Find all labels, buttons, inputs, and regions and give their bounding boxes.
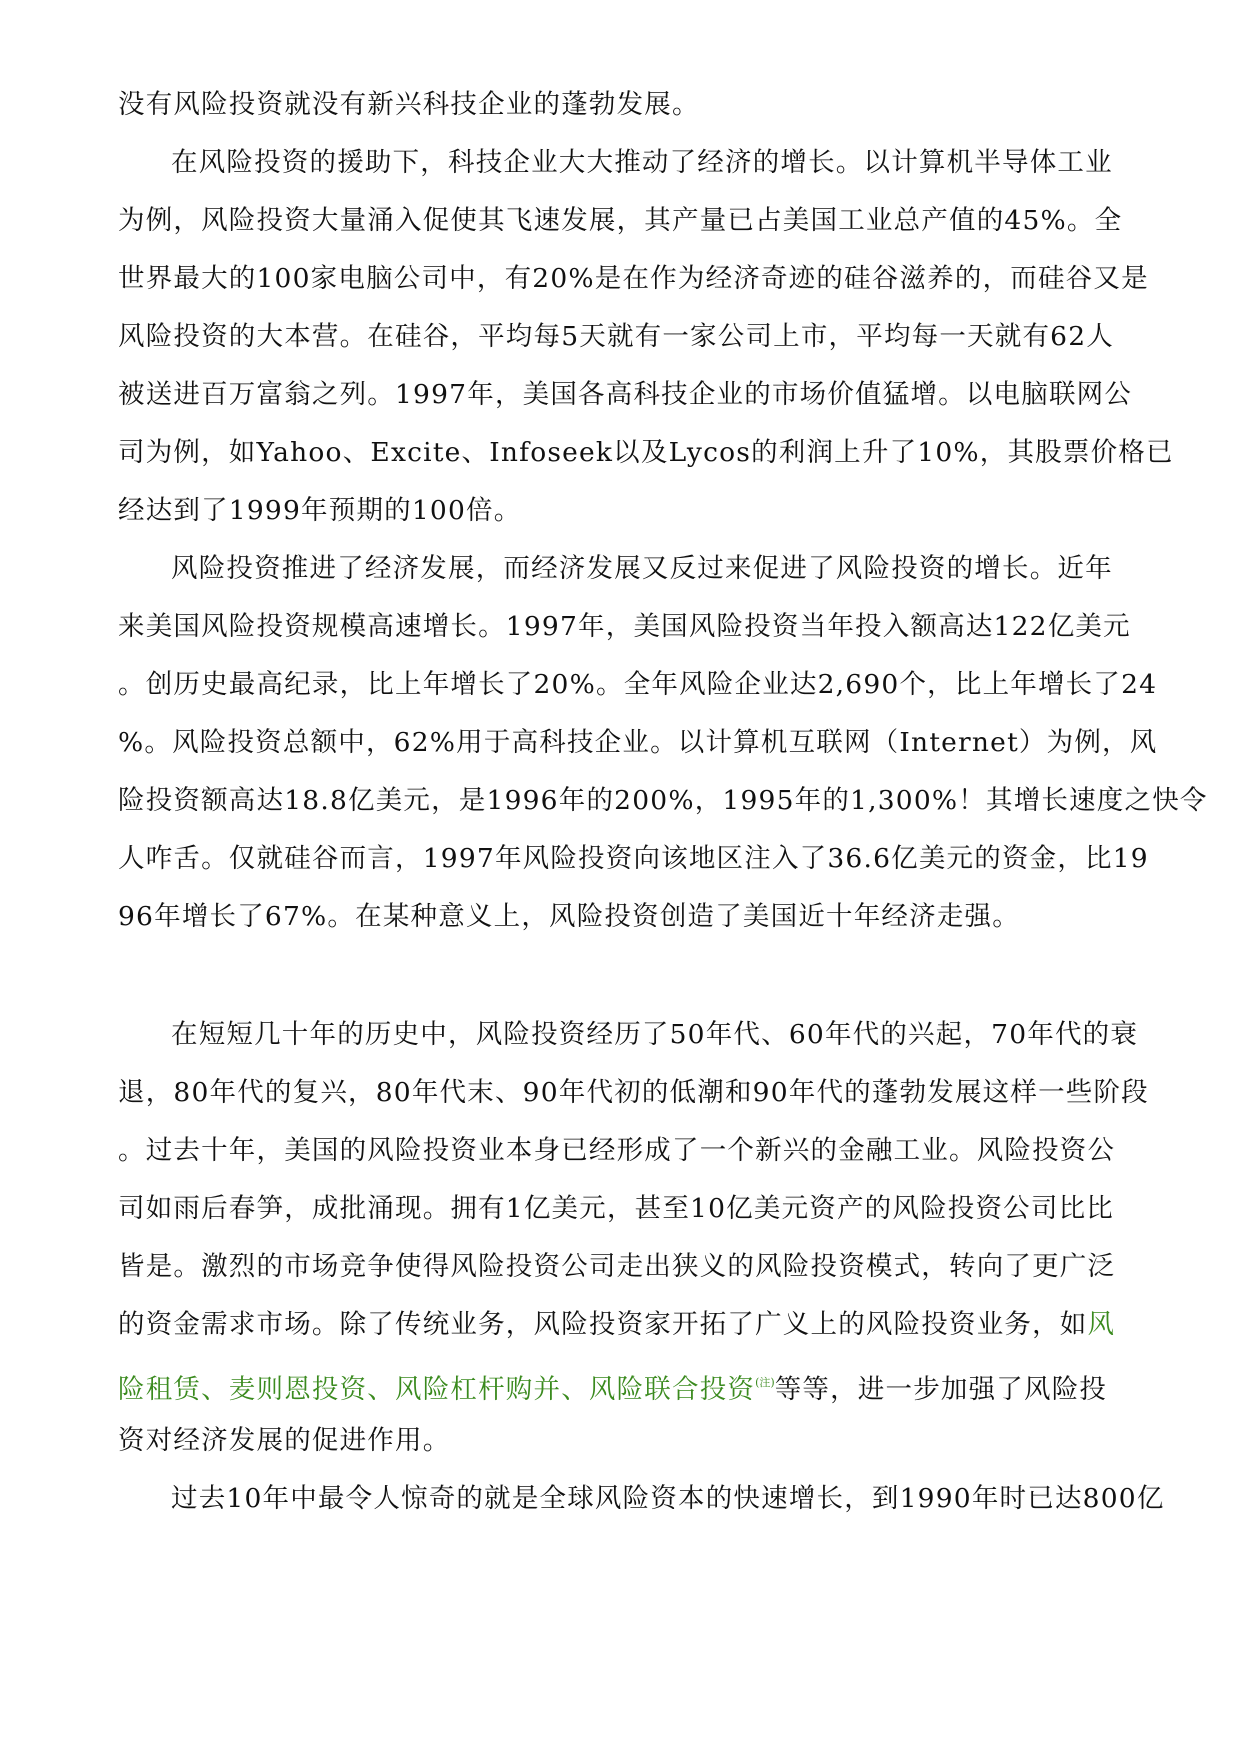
paragraph-start-line: 在风险投资的援助下，科技企业大大推动了经济的增长。以计算机半导体工业 bbox=[171, 147, 1113, 178]
text-line: 司如雨后春笋，成批涌现。拥有1亿美元，甚至10亿美元资产的风险投资公司比比 bbox=[118, 1193, 1114, 1224]
text-line bbox=[118, 1302, 1178, 1348]
footnote-marker[interactable]: (注) bbox=[755, 1376, 775, 1389]
text-line: 世界最大的100家电脑公司中，有20%是在作为经济奇迹的硅谷滋养的，而硅谷又是 bbox=[118, 263, 1149, 294]
text-line: 险投资额高达18.8亿美元，是1996年的200%，1995年的1,300%！其增长速度之快令 bbox=[118, 785, 1208, 816]
text-line: 资对经济发展的促进作用。 bbox=[118, 1425, 451, 1456]
paragraph-start-line: 在短短几十年的历史中，风险投资经历了50年代、60年代的兴起，70年代的衰 bbox=[171, 1019, 1139, 1050]
text-line: 人咋舌。仅就硅谷而言，1997年风险投资向该地区注入了36.6亿美元的资金，比19 bbox=[118, 843, 1149, 874]
text-line: 。创历史最高纪录，比上年增长了20%。全年风险企业达2,690个，比上年增长了24 bbox=[118, 669, 1158, 700]
text-line bbox=[118, 1360, 1178, 1406]
text-line: %。风险投资总额中，62%用于高科技企业。以计算机互联网（Internet）为例，风 bbox=[118, 727, 1158, 758]
text-line: 退，80年代的复兴，80年代末、90年代初的低潮和90年代的蓬勃发展这样一些阶段 bbox=[118, 1077, 1149, 1108]
text-line: 皆是。激烈的市场竞争使得风险投资公司走出狭义的风险投资模式，转向了更广泛 bbox=[118, 1251, 1116, 1282]
text-line: 96年增长了67%。在某种意义上，风险投资创造了美国近十年经济走强。 bbox=[118, 901, 1020, 932]
text-line: 为例，风险投资大量涌入促使其飞速发展，其产量已占美国工业总产值的45%。全 bbox=[118, 205, 1123, 236]
text-line: 。过去十年，美国的风险投资业本身已经形成了一个新兴的金融工业。风险投资公 bbox=[118, 1135, 1116, 1166]
text-line: 来美国风险投资规模高速增长。1997年，美国风险投资当年投入额高达122亿美元 bbox=[118, 611, 1131, 642]
text-line: 司为例，如Yahoo、Excite、Infoseek以及Lycos的利润上升了10%，其股票价格已 bbox=[118, 437, 1174, 468]
text-line: 风险投资的大本营。在硅谷，平均每5天就有一家公司上市，平均每一天就有62人 bbox=[118, 321, 1114, 352]
text-line: 经达到了1999年预期的100倍。 bbox=[118, 495, 522, 526]
hyperlink-text[interactable]: 风 bbox=[1087, 1309, 1116, 1340]
text-segment: 的资金需求市场。除了传统业务，风险投资家开拓了广义上的风险投资业务，如 bbox=[118, 1309, 1088, 1340]
text-line: 没有风险投资就没有新兴科技企业的蓬勃发展。 bbox=[118, 89, 700, 120]
text-line: 被送进百万富翁之列。1997年，美国各高科技企业的市场价值猛增。以电脑联网公 bbox=[118, 379, 1133, 410]
hyperlink-text[interactable]: 险租赁、麦则恩投资、风险杠杆购并、风险联合投资 bbox=[118, 1374, 756, 1405]
text-segment: 等等，进一步加强了风险投 bbox=[774, 1374, 1108, 1405]
paragraph-start-line: 风险投资推进了经济发展，而经济发展又反过来促进了风险投资的增长。近年 bbox=[171, 553, 1113, 584]
paragraph-start-line: 过去10年中最令人惊奇的就是全球风险资本的快速增长，到1990年时已达800亿 bbox=[171, 1483, 1165, 1514]
